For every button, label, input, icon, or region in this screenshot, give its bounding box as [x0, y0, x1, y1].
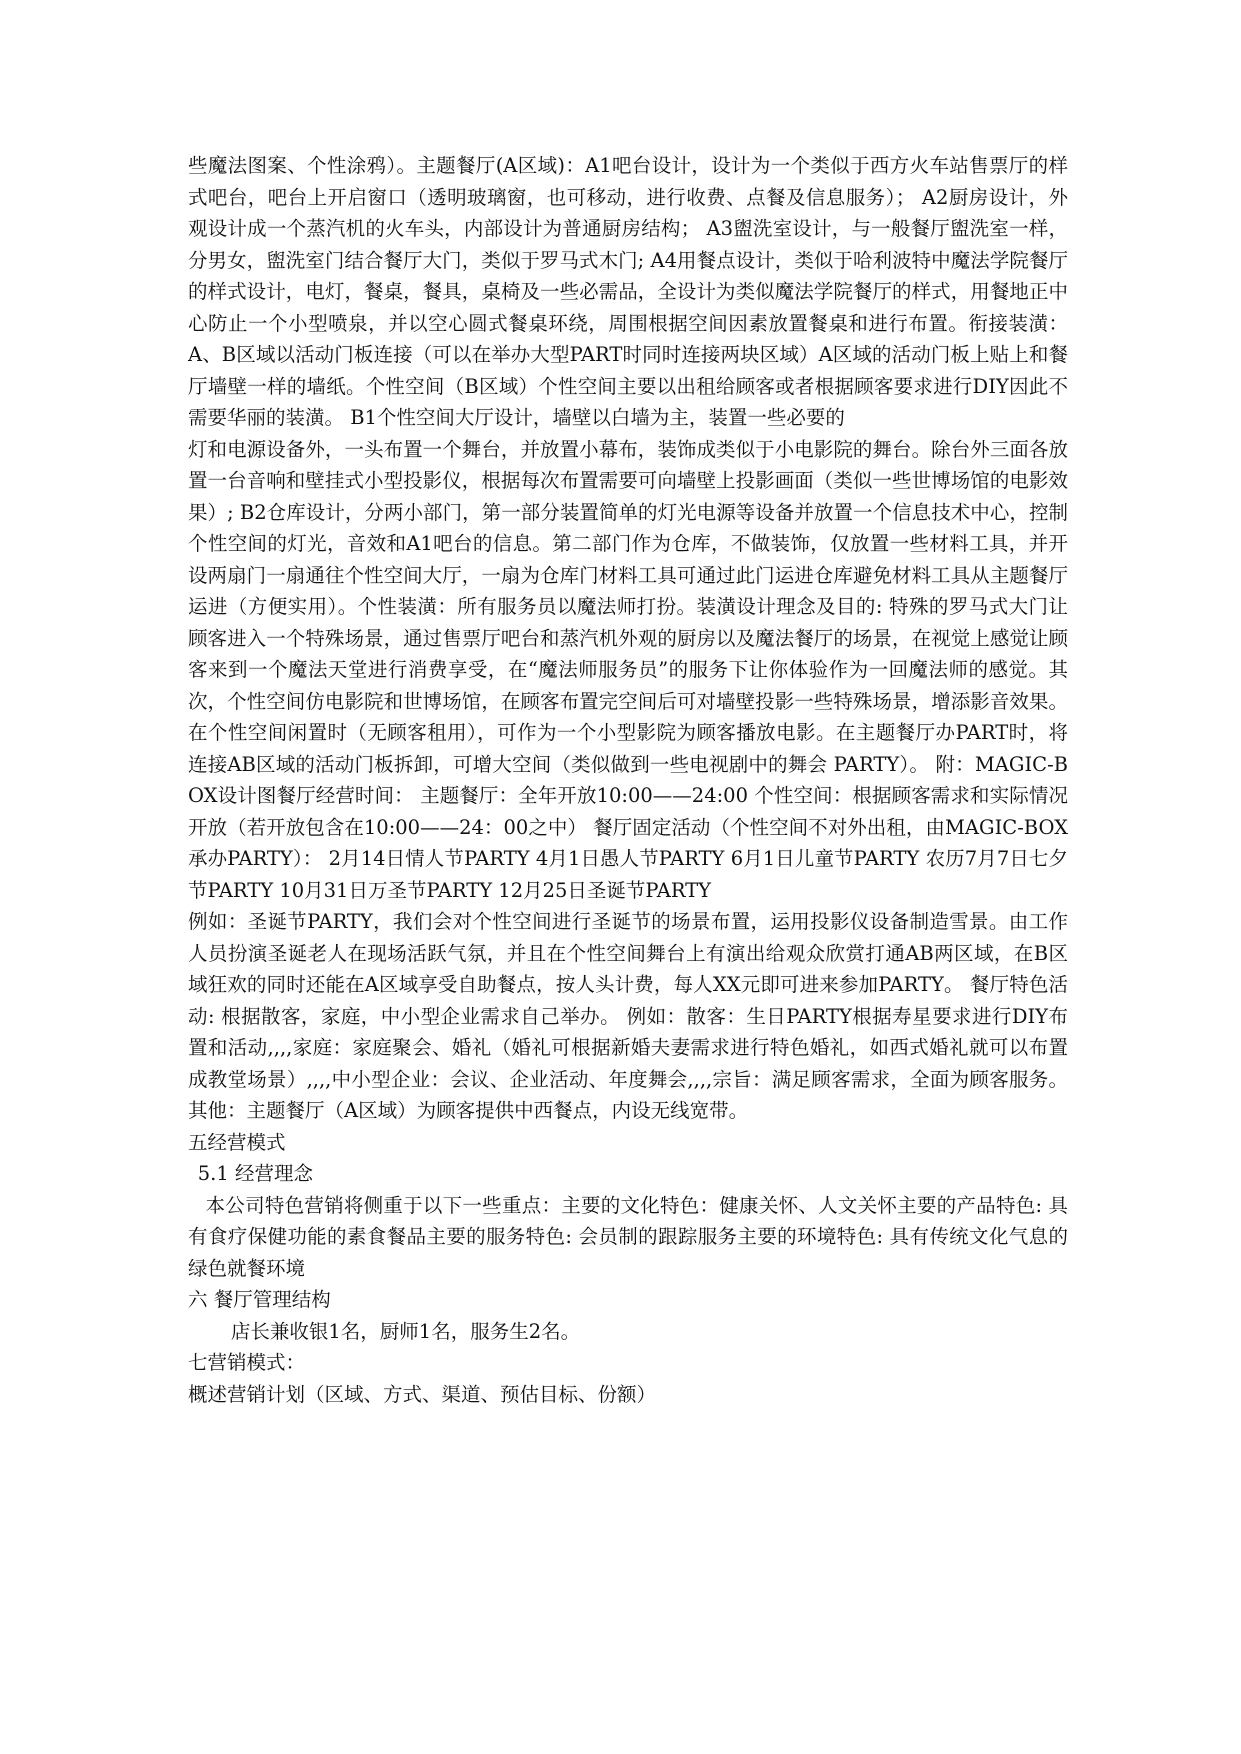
section-5-1-heading: 5.1 经营理念	[197, 1162, 313, 1185]
section-6-body: 店长兼收银1名，厨师1名，服务生2名。	[230, 1319, 581, 1343]
section-7-body: 概述营销计划（区域、方式、渠道、预估目标、份额）	[188, 1382, 657, 1406]
paragraph-theme-restaurant-design: 些魔法图案、个性涂鸦）。主题餐厅(A区域)：A1吧台设计，设计为一个类似于西方火车站售票厅的样式吧台，吧台上开启窗口（透明玻璃窗，也可移动，进行收费、点餐及信息服务）； A2厨房设计，外观设计成一个蒸汽机的火车头，内部设计为普通厨房结构； A3盥洗室设计，与一般餐厅盥洗室一样，分男女，盥洗室门结合餐厅大门，类似于罗马式木门; A4用餐点设计，类似于哈利波特中魔法学院餐厅的样式设计，电灯，餐桌，餐具，桌椅及一些必需品，全设计为类似魔法学院餐厅的样式，用餐地正中心防止一个小型喷泉，并以空心圆式餐桌环绕，周围根据空间因素放置餐桌和进行布置。衔接装潢：A、B区域以活动门板连接（可以在举办大型PART时同时连接两块区域）A区域的活动门板上贴上和餐厅墙壁一样的墙纸。个性空间（B区域）个性空间主要以出租给顾客或者根据顾客要求进行DIY因此不需要华丽的装潢。 B1个性空间大厅设计，墙壁以白墙为主，装置一些必要的	[188, 154, 1068, 429]
document-page	[188, 150, 1068, 1410]
paragraph-christmas-party-example: 例如：圣诞节PARTY，我们会对个性空间进行圣诞节的场景布置，运用投影仪设备制造雪景。由工作人员扮演圣诞老人在现场活跃气氛，并且在个性空间舞台上有演出给观众欣赏打通AB两区域，在B区域狂欢的同时还能在A区域享受自助餐点，按人头计费，每人XX元即可进来参加PARTY。 餐厅特色活动: 根据散客，家庭，中小型企业需求自己举办。 例如：散客：生日PARTY根据寿星要求进行DIY布置和活动,,,,家庭：家庭聚会、婚礼（婚礼可根据新婚夫妻需求进行特色婚礼，如西式婚礼就可以布置成教堂场景）,,,,中小型企业：会议、企业活动、年度舞会,,,,宗旨：满足顾客需求，全面为顾客服务。其他：主题餐厅（A区域）为顾客提供中西餐点，内设无线宽带。	[188, 910, 1068, 1122]
section-5-heading: 五经营模式	[188, 1130, 286, 1154]
section-7-heading: 七营销模式：	[188, 1351, 306, 1374]
paragraph-personal-space-design: 灯和电源设备外，一头布置一个舞台，并放置小幕布，装饰成类似于小电影院的舞台。除台外三面各放置一台音响和壁挂式小型投影仪，根据每次布置需要可向墙壁上投影画面（类似一些世博场馆的电影效果）; B2仓库设计，分两小部门，第一部分装置简单的灯光电源等设备并放置一个信息技术中心，控制个性空间的灯光，音效和A1吧台的信息。第二部门作为仓库，不做装饰，仅放置一些材料工具，并开设两扇门一扇通往个性空间大厅，一扇为仓库门材料工具可通过此门运进仓库避免材料工具从主题餐厅运进（方便实用）。个性装潢：所有服务员以魔法师打扮。装潢设计理念及目的: 特殊的罗马式大门让顾客进入一个特殊场景，通过售票厅吧台和蒸汽机外观的厨房以及魔法餐厅的场景，在视觉上感觉让顾客来到一个魔法天堂进行消费享受，在“魔法师服务员”的服务下让你体验作为一回魔法师的感觉。其次，个性空间仿电影院和世博场馆，在顾客布置完空间后可对墙壁投影一些特殊场景，增添影音效果。在个性空间闲置时（无顾客租用），可作为一个小型影院为顾客播放电影。在主题餐厅办PART时，将连接AB区域的活动门板拆卸，可增大空间（类似做到一些电视剧中的舞会 PARTY）。 附：MAGIC-BOX设计图餐厅经营时间： 主题餐厅：全年开放10:00——24:00 个性空间：根据顾客需求和实际情况开放（若开放包含在10:00——24：00之中） 餐厅固定活动（个性空间不对外出租，由MAGIC-BOX承办PARTY）： 2月14日情人节PARTY 4月1日愚人节PARTY 6月1日儿童节PARTY 农历7月7日七夕节PARTY 10月31日万圣节PARTY 12月25日圣诞节PARTY	[188, 437, 1068, 902]
section-6-heading: 六 餐厅管理结构	[188, 1288, 331, 1311]
section-5-1-body: 本公司特色营销将侧重于以下一些重点：主要的文化特色：健康关怀、人文关怀主要的产品特色: 具有食疗保健功能的素食餐品主要的服务特色: 会员制的跟踪服务主要的环境特色: 具有传统文化气息的绿色就餐环境	[188, 1193, 1068, 1280]
